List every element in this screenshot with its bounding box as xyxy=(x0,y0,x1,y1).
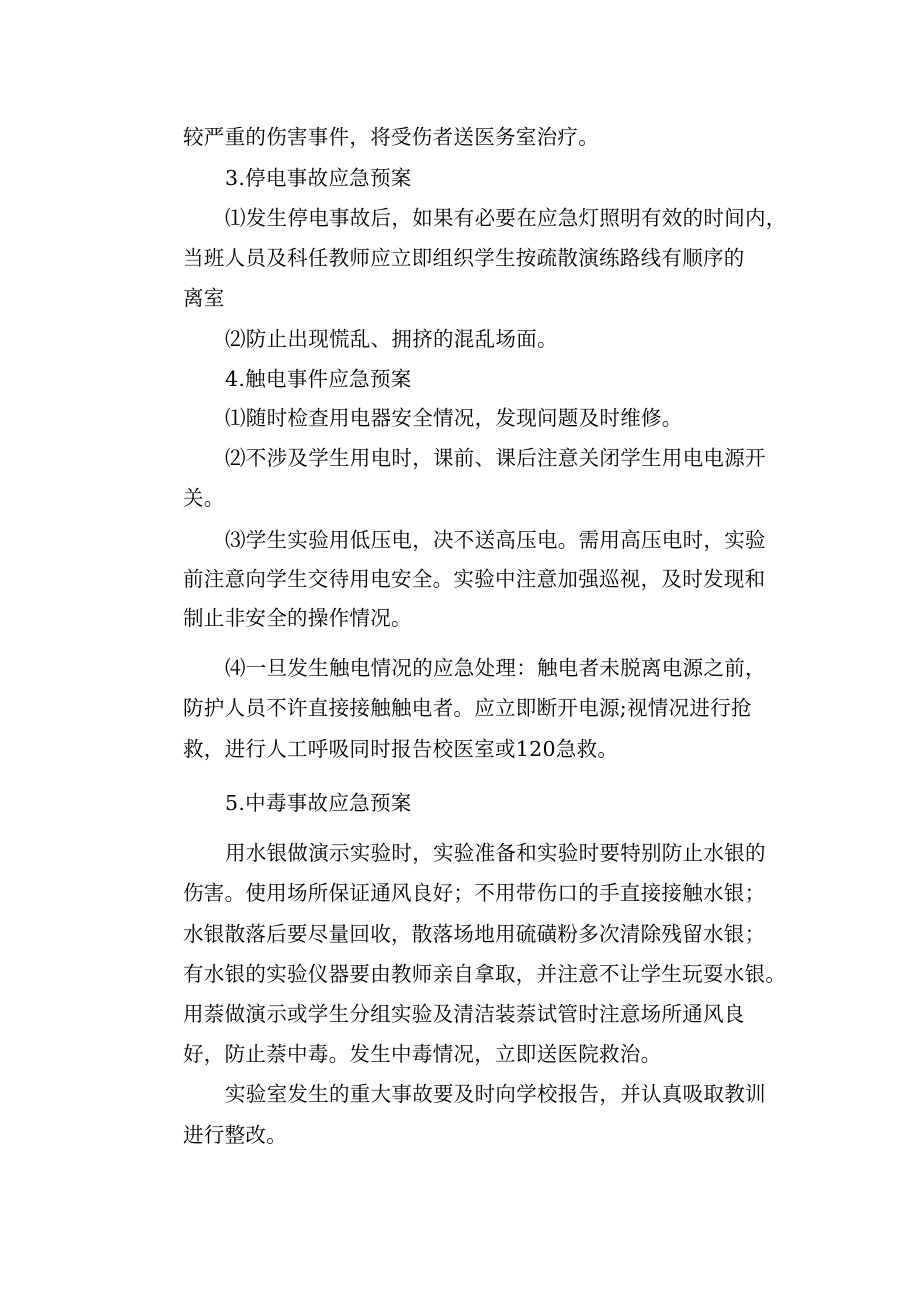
text-line: 前注意向学生交待用电安全。实验中注意加强巡视，及时发现和 xyxy=(183,567,766,591)
text-line: 较严重的伤害事件，将受伤者送医务室治疗。 xyxy=(183,125,599,149)
text-line: ⑶学生实验用低压电，决不送高压电。需用高压电时，实验 xyxy=(225,528,766,552)
section-heading: 5.中毒事故应急预案 xyxy=(225,791,412,815)
text-line: 好，防止萘中毒。发生中毒情况，立即送医院救治。 xyxy=(183,1042,662,1066)
section-heading: 3.停电事故应急预案 xyxy=(225,166,412,190)
text-line: ⑴发生停电事故后，如果有必要在应急灯照明有效的时间内， xyxy=(225,206,787,230)
text-line: 用水银做演示实验时，实验准备和实验时要特别防止水银的 xyxy=(225,841,766,865)
text-line: 实验室发生的重大事故要及时向学校报告，并认真吸取教训 xyxy=(225,1082,766,1106)
text-line: 伤害。使用场所保证通风良好；不用带伤口的手直接接触水银； xyxy=(183,881,766,905)
text-line: 水银散落后要尽量回收，散落场地用硫磺粉多次清除残留水银； xyxy=(183,922,766,946)
text-line: ⑵防止出现慌乱、拥挤的混乱场面。 xyxy=(225,327,558,351)
text-line: ⑵不涉及学生用电时，课前、课后注意关闭学生用电电源开 xyxy=(225,446,766,470)
text-line: 救，进行人工呼吸同时报告校医室或120急救。 xyxy=(183,737,619,761)
text-line: ⑴随时检查用电器安全情况，发现问题及时维修。 xyxy=(225,406,683,430)
section-heading: 4.触电事件应急预案 xyxy=(225,367,412,391)
text-line: 离室 xyxy=(183,286,225,310)
text-line: 进行整改。 xyxy=(183,1123,287,1147)
text-line: 当班人员及科任教师应立即组织学生按疏散演练路线有顺序的 xyxy=(183,246,745,270)
text-line: 有水银的实验仪器要由教师亲自拿取，并注意不让学生玩耍水银。 xyxy=(183,962,787,986)
text-line: ⑷一旦发生触电情况的应急处理：触电者未脱离电源之前， xyxy=(225,656,766,680)
text-line: 防护人员不许直接接触触电者。应立即断开电源;视情况进行抢 xyxy=(183,696,752,720)
text-line: 用萘做演示或学生分组实验及清洁装萘试管时注意场所通风良 xyxy=(183,1002,745,1026)
text-line: 关。 xyxy=(183,486,225,510)
text-line: 制止非安全的操作情况。 xyxy=(183,606,412,630)
